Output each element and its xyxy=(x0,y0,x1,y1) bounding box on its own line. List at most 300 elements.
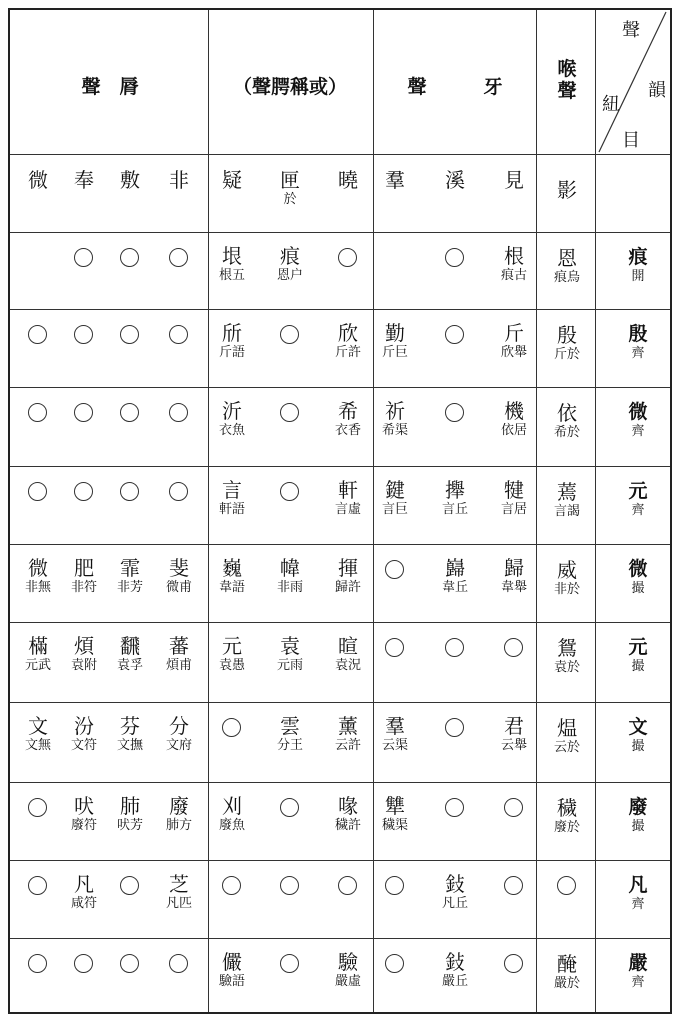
empty-circle xyxy=(222,876,241,895)
cell-fanqie: 痕烏 xyxy=(553,270,580,285)
cell-fanqie: 凡匹 xyxy=(165,896,192,911)
empty-circle xyxy=(169,325,188,344)
cell-fanqie: 言巨 xyxy=(381,502,408,517)
rhyme-cell xyxy=(14,634,62,674)
row-rhyme-label xyxy=(608,558,668,597)
cell-char: 吠 xyxy=(74,794,94,818)
rhyme-cell xyxy=(324,634,372,674)
rhyme-cell xyxy=(155,634,203,674)
rhyme-cell xyxy=(324,714,372,754)
empty-circle xyxy=(280,954,299,973)
cell-char: 鈙 xyxy=(445,872,465,896)
empty-circle xyxy=(504,798,523,817)
rhyme-cell xyxy=(106,714,154,754)
group-header: 喉聲 xyxy=(557,58,577,102)
empty-circle xyxy=(74,403,93,422)
cell-char: 攑 xyxy=(445,478,465,502)
empty-circle xyxy=(120,954,139,973)
cell-char: 芝 xyxy=(169,872,189,896)
rhyme-cell xyxy=(14,714,62,754)
empty-circle xyxy=(28,325,47,344)
initial-char: 溪 xyxy=(445,168,465,192)
cell-char: 穢 xyxy=(557,796,577,820)
initial-cell xyxy=(490,168,538,192)
rhyme-cell xyxy=(106,556,154,596)
empty-circle xyxy=(169,954,188,973)
row-divider xyxy=(10,466,670,467)
cell-char: 威 xyxy=(557,558,577,582)
cell-fanqie: 煩甫 xyxy=(165,658,192,673)
cell-fanqie: 言虛 xyxy=(334,502,361,517)
cell-fanqie: 廢符 xyxy=(70,818,97,833)
rhyme-cell xyxy=(106,794,154,834)
rhyme-cell xyxy=(371,714,419,754)
empty-circle xyxy=(338,248,357,267)
cell-char: 言 xyxy=(222,478,242,502)
cell-char: 霏 xyxy=(120,556,140,580)
cell-fanqie: 衣魚 xyxy=(218,423,245,438)
empty-circle xyxy=(28,482,47,501)
rhyme-cell xyxy=(155,794,203,834)
empty-circle xyxy=(385,638,404,657)
corner-label-left: 紐 xyxy=(602,94,620,115)
cell-fanqie: 根五 xyxy=(218,268,245,283)
cell-char: 鍵 xyxy=(385,478,405,502)
cell-fanqie: 文府 xyxy=(165,738,192,753)
empty-circle xyxy=(120,403,139,422)
initial-note: 於 xyxy=(283,192,297,207)
cell-fanqie: 歸許 xyxy=(334,580,361,595)
empty-circle xyxy=(120,248,139,267)
rhyme-class: 撮 xyxy=(631,819,645,834)
empty-circle xyxy=(338,876,357,895)
rhyme-cell xyxy=(371,478,419,518)
row-divider xyxy=(10,782,670,783)
rhyme-cell xyxy=(543,952,591,992)
rhyme-cell xyxy=(543,796,591,836)
rhyme-cell xyxy=(490,556,538,596)
empty-circle xyxy=(169,248,188,267)
corner-label-right: 韻 xyxy=(648,80,666,101)
cell-fanqie: 恩户 xyxy=(276,268,303,283)
row-rhyme-label xyxy=(608,716,668,755)
initial-char: 敷 xyxy=(120,168,140,192)
initial-char: 羣 xyxy=(385,168,405,192)
empty-circle xyxy=(120,482,139,501)
cell-fanqie: 廢魚 xyxy=(218,818,245,833)
cell-char: 巍 xyxy=(222,556,242,580)
rhyme-cell xyxy=(431,872,479,912)
rhyme-cell xyxy=(155,556,203,596)
rhyme-cell xyxy=(14,556,62,596)
group-header: 聲 牙 xyxy=(407,76,503,98)
initial-cell xyxy=(60,168,108,192)
empty-circle xyxy=(280,403,299,422)
cell-fanqie: 肺方 xyxy=(165,818,192,833)
cell-fanqie: 云舉 xyxy=(500,738,527,753)
empty-circle xyxy=(74,248,93,267)
initial-char: 影 xyxy=(557,178,577,202)
rhyme-name: 微 xyxy=(628,401,648,423)
cell-char: 袁 xyxy=(280,634,300,658)
cell-fanqie: 韋舉 xyxy=(500,580,527,595)
empty-circle xyxy=(445,718,464,737)
cell-fanqie: 言謁 xyxy=(553,504,580,519)
cell-char: 暄 xyxy=(338,634,358,658)
cell-char: 軒 xyxy=(338,478,358,502)
rhyme-cell xyxy=(543,323,591,363)
cell-char: 依 xyxy=(557,401,577,425)
rhyme-cell xyxy=(543,401,591,441)
rhyme-cell xyxy=(266,634,314,674)
cell-fanqie: 非芳 xyxy=(116,580,143,595)
empty-circle xyxy=(74,482,93,501)
cell-char: 幃 xyxy=(280,556,300,580)
cell-char: 凡 xyxy=(74,872,94,896)
rhyme-class: 齊 xyxy=(631,975,645,990)
initial-char: 非 xyxy=(169,168,189,192)
cell-char: 薰 xyxy=(338,714,358,738)
cell-char: 祈 xyxy=(385,399,405,423)
rhyme-cell xyxy=(324,556,372,596)
rhyme-cell xyxy=(431,950,479,990)
cell-char: 沂 xyxy=(222,399,242,423)
cell-fanqie: 非雨 xyxy=(276,580,303,595)
cell-fanqie: 驗語 xyxy=(218,974,245,989)
rhyme-class: 齊 xyxy=(631,346,645,361)
rhyme-name: 廢 xyxy=(628,796,648,818)
cell-fanqie: 文無 xyxy=(24,738,51,753)
row-divider xyxy=(10,387,670,388)
row-rhyme-label xyxy=(608,480,668,519)
cell-char: 鈙 xyxy=(445,950,465,974)
rhyme-cell xyxy=(431,556,479,596)
cell-fanqie: 嚴丘 xyxy=(441,974,468,989)
cell-fanqie: 痕古 xyxy=(500,268,527,283)
column-divider xyxy=(595,10,596,1012)
row-rhyme-label xyxy=(608,874,668,913)
cell-fanqie: 袁孚 xyxy=(116,658,143,673)
initial-char: 微 xyxy=(28,168,48,192)
rhyme-cell xyxy=(324,950,372,990)
rhyme-cell xyxy=(208,399,256,439)
initial-char: 見 xyxy=(504,168,524,192)
cell-fanqie: 非符 xyxy=(70,580,97,595)
empty-circle xyxy=(504,876,523,895)
rhyme-cell xyxy=(60,794,108,834)
cell-char: 蕃 xyxy=(169,634,189,658)
rhyme-cell xyxy=(490,478,538,518)
cell-char: 斤 xyxy=(504,321,524,345)
empty-circle xyxy=(28,798,47,817)
empty-circle xyxy=(280,325,299,344)
cell-fanqie: 衣香 xyxy=(334,423,361,438)
cell-fanqie: 袁愚 xyxy=(218,658,245,673)
empty-circle xyxy=(445,638,464,657)
row-divider xyxy=(10,622,670,623)
cell-fanqie: 希於 xyxy=(553,425,580,440)
rhyme-cell xyxy=(266,714,314,754)
rhyme-cell xyxy=(324,794,372,834)
rhyme-class: 撮 xyxy=(631,581,645,596)
empty-circle xyxy=(28,876,47,895)
cell-fanqie: 凡丘 xyxy=(441,896,468,911)
rhyme-cell xyxy=(371,321,419,361)
group-header: （聲腭稱或） xyxy=(232,76,348,98)
initial-cell xyxy=(14,168,62,192)
cell-fanqie: 元雨 xyxy=(276,658,303,673)
cell-fanqie: 嚴虛 xyxy=(334,974,361,989)
rhyme-cell xyxy=(371,399,419,439)
empty-circle xyxy=(504,954,523,973)
cell-fanqie: 非無 xyxy=(24,580,51,595)
rhyme-name: 文 xyxy=(628,716,648,738)
row-divider xyxy=(10,702,670,703)
cell-fanqie: 嚴於 xyxy=(553,976,580,991)
rhyme-cell xyxy=(371,794,419,834)
cell-char: 痕 xyxy=(280,244,300,268)
rhyme-name: 嚴 xyxy=(628,952,648,974)
rhyme-cell xyxy=(266,244,314,284)
cell-char: 羣 xyxy=(385,714,405,738)
cell-char: 根 xyxy=(504,244,524,268)
cell-fanqie: 云渠 xyxy=(381,738,408,753)
empty-circle xyxy=(445,403,464,422)
empty-circle xyxy=(120,876,139,895)
cell-char: 驗 xyxy=(338,950,358,974)
row-rhyme-label xyxy=(608,796,668,835)
cell-char: 雲 xyxy=(280,714,300,738)
cell-char: 分 xyxy=(169,714,189,738)
rhyme-class: 開 xyxy=(631,269,645,284)
rhyme-name: 殷 xyxy=(628,323,648,345)
rhyme-cell xyxy=(208,321,256,361)
rhyme-cell xyxy=(208,244,256,284)
cell-fanqie: 微甫 xyxy=(165,580,192,595)
rhyme-cell xyxy=(266,556,314,596)
rhyme-cell xyxy=(324,399,372,439)
row-divider xyxy=(10,544,670,545)
rhyme-cell xyxy=(155,872,203,912)
cell-fanqie: 穢渠 xyxy=(381,818,408,833)
initial-char: 疑 xyxy=(222,168,242,192)
cell-fanqie: 斤巨 xyxy=(381,345,408,360)
initial-char: 匣 xyxy=(280,168,300,192)
cell-char: 犍 xyxy=(504,478,524,502)
rhyme-name: 痕 xyxy=(628,246,648,268)
rhyme-name: 元 xyxy=(628,636,648,658)
row-rhyme-label xyxy=(608,323,668,362)
cell-fanqie: 斤語 xyxy=(218,345,245,360)
empty-circle xyxy=(28,403,47,422)
rhyme-cell xyxy=(60,714,108,754)
cell-fanqie: 袁於 xyxy=(553,660,580,675)
cell-char: 肥 xyxy=(74,556,94,580)
cell-fanqie: 袁附 xyxy=(70,658,97,673)
row-divider xyxy=(10,309,670,310)
rhyme-name: 元 xyxy=(628,480,648,502)
rhyme-cell xyxy=(106,634,154,674)
rhyme-cell xyxy=(60,872,108,912)
cell-char: 煩 xyxy=(74,634,94,658)
rhyme-cell xyxy=(155,714,203,754)
rhyme-cell xyxy=(324,478,372,518)
empty-circle xyxy=(74,325,93,344)
rhyme-cell xyxy=(543,480,591,520)
empty-circle xyxy=(120,325,139,344)
cell-fanqie: 文符 xyxy=(70,738,97,753)
row-rhyme-label xyxy=(608,401,668,440)
empty-circle xyxy=(557,876,576,895)
cell-fanqie: 云許 xyxy=(334,738,361,753)
empty-circle xyxy=(445,325,464,344)
rhyme-cell xyxy=(490,399,538,439)
initial-cell xyxy=(324,168,372,192)
row-divider xyxy=(10,154,670,155)
cell-fanqie: 非於 xyxy=(553,582,580,597)
row-divider xyxy=(10,860,670,861)
empty-circle xyxy=(445,248,464,267)
cell-char: 儼 xyxy=(222,950,242,974)
cell-fanqie: 廢於 xyxy=(553,820,580,835)
rhyme-cell xyxy=(208,556,256,596)
rhyme-cell xyxy=(60,556,108,596)
cell-char: 君 xyxy=(504,714,524,738)
cell-fanqie: 軒語 xyxy=(218,502,245,517)
cell-fanqie: 言丘 xyxy=(441,502,468,517)
cell-char: 揮 xyxy=(338,556,358,580)
initial-char: 奉 xyxy=(74,168,94,192)
cell-fanqie: 韋語 xyxy=(218,580,245,595)
empty-circle xyxy=(222,718,241,737)
rhyme-class: 撮 xyxy=(631,739,645,754)
initial-cell xyxy=(106,168,154,192)
cell-char: 醃 xyxy=(557,952,577,976)
cell-char: 飜 xyxy=(120,634,140,658)
rhyme-table xyxy=(8,8,672,1014)
empty-circle xyxy=(385,954,404,973)
cell-char: 刈 xyxy=(222,794,242,818)
rhyme-class: 撮 xyxy=(631,659,645,674)
cell-fanqie: 依居 xyxy=(500,423,527,438)
cell-char: 斐 xyxy=(169,556,189,580)
initial-cell xyxy=(155,168,203,192)
cell-char: 肺 xyxy=(120,794,140,818)
row-divider xyxy=(10,938,670,939)
row-rhyme-label xyxy=(608,246,668,285)
initial-cell xyxy=(543,178,591,202)
cell-char: 文 xyxy=(28,714,48,738)
cell-char: 微 xyxy=(28,556,48,580)
initial-cell xyxy=(266,168,314,208)
empty-circle xyxy=(280,876,299,895)
empty-circle xyxy=(385,876,404,895)
rhyme-cell xyxy=(490,321,538,361)
cell-fanqie: 元武 xyxy=(24,658,51,673)
rhyme-cell xyxy=(543,716,591,756)
cell-char: 煴 xyxy=(557,716,577,740)
corner-label-bottom: 目 xyxy=(622,130,640,151)
cell-char: 欣 xyxy=(338,321,358,345)
empty-circle xyxy=(28,954,47,973)
cell-char: 鴛 xyxy=(557,636,577,660)
cell-fanqie: 斤於 xyxy=(553,347,580,362)
initial-cell xyxy=(431,168,479,192)
rhyme-cell xyxy=(208,950,256,990)
cell-char: 汾 xyxy=(74,714,94,738)
cell-fanqie: 分王 xyxy=(276,738,303,753)
rhyme-cell xyxy=(543,558,591,598)
rhyme-cell xyxy=(543,246,591,286)
cell-char: 斦 xyxy=(222,321,242,345)
cell-fanqie: 云於 xyxy=(553,740,580,755)
rhyme-class: 齊 xyxy=(631,424,645,439)
cell-fanqie: 穢許 xyxy=(334,818,361,833)
cell-fanqie: 言居 xyxy=(500,502,527,517)
empty-circle xyxy=(169,403,188,422)
rhyme-cell xyxy=(208,794,256,834)
empty-circle xyxy=(280,798,299,817)
rhyme-cell xyxy=(490,244,538,284)
rhyme-class: 齊 xyxy=(631,503,645,518)
cell-char: 機 xyxy=(504,399,524,423)
cell-char: 歸 xyxy=(504,556,524,580)
initial-char: 曉 xyxy=(338,168,358,192)
cell-char: 垠 xyxy=(222,244,242,268)
cell-char: 蔫 xyxy=(557,480,577,504)
cell-fanqie: 吠芳 xyxy=(116,818,143,833)
cell-fanqie: 希渠 xyxy=(381,423,408,438)
empty-circle xyxy=(280,482,299,501)
cell-char: 廢 xyxy=(169,794,189,818)
cell-char: 樠 xyxy=(28,634,48,658)
empty-circle xyxy=(445,798,464,817)
cell-fanqie: 韋丘 xyxy=(441,580,468,595)
initial-cell xyxy=(208,168,256,192)
cell-fanqie: 咸符 xyxy=(70,896,97,911)
rhyme-cell xyxy=(208,478,256,518)
cell-char: 元 xyxy=(222,634,242,658)
initial-cell xyxy=(371,168,419,192)
rhyme-class: 齊 xyxy=(631,897,645,912)
cell-char: 殷 xyxy=(557,323,577,347)
rhyme-cell xyxy=(208,634,256,674)
cell-fanqie: 袁況 xyxy=(334,658,361,673)
rhyme-name: 凡 xyxy=(628,874,648,896)
rhyme-cell xyxy=(324,321,372,361)
cell-fanqie: 文撫 xyxy=(116,738,143,753)
cell-char: 恩 xyxy=(557,246,577,270)
rhyme-cell xyxy=(60,634,108,674)
empty-circle xyxy=(169,482,188,501)
empty-circle xyxy=(504,638,523,657)
cell-char: 犨 xyxy=(385,794,405,818)
rhyme-name: 微 xyxy=(628,558,648,580)
row-rhyme-label xyxy=(608,952,668,991)
rhyme-cell xyxy=(543,636,591,676)
empty-circle xyxy=(74,954,93,973)
cell-char: 巋 xyxy=(445,556,465,580)
cell-char: 芬 xyxy=(120,714,140,738)
rhyme-cell xyxy=(431,478,479,518)
cell-char: 希 xyxy=(338,399,358,423)
row-divider xyxy=(10,232,670,233)
cell-char: 勤 xyxy=(385,321,405,345)
empty-circle xyxy=(385,560,404,579)
rhyme-cell xyxy=(490,714,538,754)
corner-label-top: 聲 xyxy=(622,20,640,41)
row-rhyme-label xyxy=(608,636,668,675)
